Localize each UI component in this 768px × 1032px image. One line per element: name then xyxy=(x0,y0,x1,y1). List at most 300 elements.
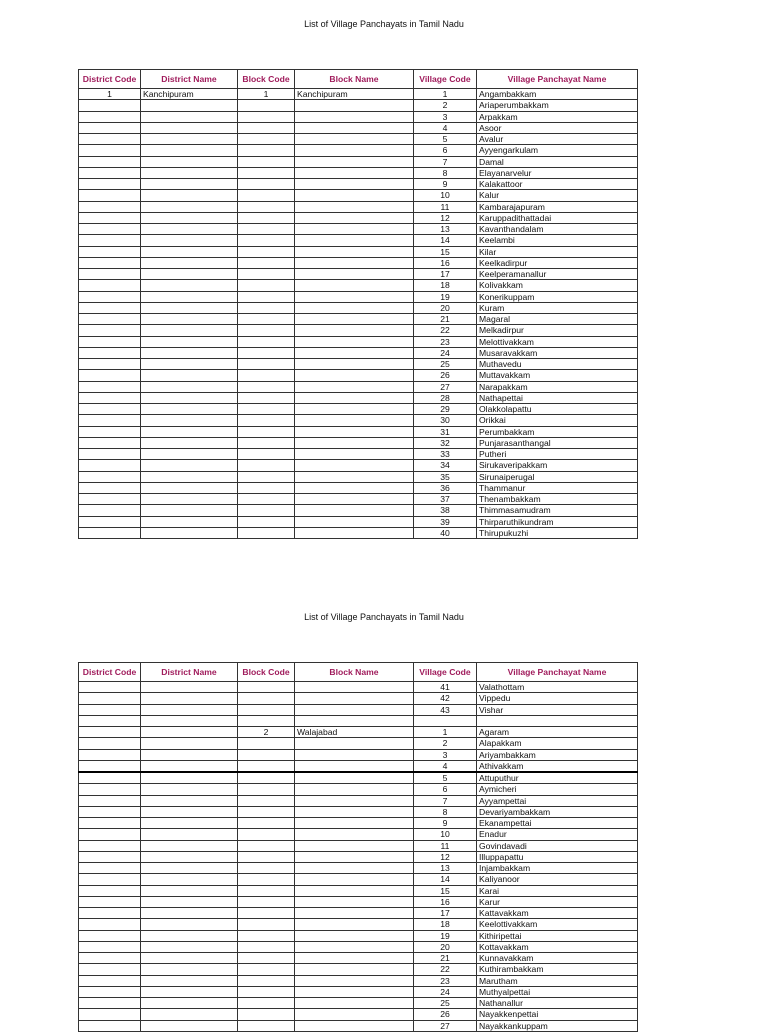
district-code-cell xyxy=(79,415,141,426)
block-name-cell xyxy=(295,235,414,246)
village-code-cell: 11 xyxy=(414,201,477,212)
village-code-cell: 7 xyxy=(414,156,477,167)
block-code-cell xyxy=(238,806,295,817)
village-code-cell: 6 xyxy=(414,784,477,795)
table-row xyxy=(79,527,638,538)
village-code-cell: 19 xyxy=(414,291,477,302)
block-code-cell xyxy=(238,190,295,201)
block-code-cell xyxy=(238,874,295,885)
village-code-cell: 12 xyxy=(414,212,477,223)
district-name-cell xyxy=(141,404,238,415)
block-code-cell xyxy=(238,167,295,178)
village-panchayat-name-cell: Perumbakkam xyxy=(477,426,638,437)
district-code-cell xyxy=(79,392,141,403)
district-code-cell xyxy=(79,682,141,693)
district-name-cell xyxy=(141,919,238,930)
village-panchayat-name-cell: Thirupukuzhi xyxy=(477,527,638,538)
village-code-cell: 23 xyxy=(414,336,477,347)
block-name-cell xyxy=(295,784,414,795)
block-name-cell xyxy=(295,370,414,381)
block-code-cell: 1 xyxy=(238,89,295,100)
block-code-cell xyxy=(238,336,295,347)
district-name-cell xyxy=(141,749,238,760)
table-row xyxy=(79,727,638,738)
district-name-cell xyxy=(141,682,238,693)
table-row xyxy=(79,749,638,760)
block-name-cell xyxy=(295,280,414,291)
village-code-cell: 27 xyxy=(414,381,477,392)
table-row xyxy=(79,471,638,482)
village-panchayat-name-cell: Keelkadirpur xyxy=(477,257,638,268)
block-name-cell xyxy=(295,111,414,122)
district-code-cell xyxy=(79,527,141,538)
village-panchayat-name-cell: Kalakattoor xyxy=(477,179,638,190)
table-row xyxy=(79,415,638,426)
district-code-cell xyxy=(79,998,141,1009)
village-panchayat-name-cell: Alapakkam xyxy=(477,738,638,749)
block-code-cell xyxy=(238,482,295,493)
block-name-cell xyxy=(295,930,414,941)
district-code-cell xyxy=(79,727,141,738)
village-code-cell: 11 xyxy=(414,840,477,851)
block-code-cell: 2 xyxy=(238,727,295,738)
village-panchayat-name-cell: Muthyalpettai xyxy=(477,986,638,997)
block-code-cell xyxy=(238,516,295,527)
block-code-cell xyxy=(238,818,295,829)
village-panchayat-name-cell: Valathottam xyxy=(477,682,638,693)
block-name-cell xyxy=(295,527,414,538)
block-name-cell xyxy=(295,314,414,325)
district-code-cell xyxy=(79,482,141,493)
table-row xyxy=(79,1020,638,1031)
village-code-cell: 41 xyxy=(414,682,477,693)
district-name-cell xyxy=(141,314,238,325)
district-name-cell xyxy=(141,325,238,336)
district-name-cell xyxy=(141,964,238,975)
district-code-cell xyxy=(79,291,141,302)
block-name-cell xyxy=(295,201,414,212)
block-name-cell xyxy=(295,896,414,907)
district-code-cell xyxy=(79,201,141,212)
village-panchayat-name-cell: Injambakkam xyxy=(477,863,638,874)
district-name-cell xyxy=(141,370,238,381)
block-name-cell xyxy=(295,224,414,235)
village-panchayat-name-cell: Melkadirpur xyxy=(477,325,638,336)
village-panchayat-name-cell: Agaram xyxy=(477,727,638,738)
block-name-cell xyxy=(295,760,414,772)
block-code-cell xyxy=(238,347,295,358)
district-name-cell xyxy=(141,246,238,257)
block-name-cell xyxy=(295,302,414,313)
district-name-cell xyxy=(141,156,238,167)
village-code-cell: 37 xyxy=(414,494,477,505)
village-panchayat-name-cell: Ekanampettai xyxy=(477,818,638,829)
block-name-cell xyxy=(295,494,414,505)
table-row xyxy=(79,190,638,201)
district-name-cell xyxy=(141,953,238,964)
district-code-cell xyxy=(79,885,141,896)
block-code-cell xyxy=(238,494,295,505)
block-code-header: Block Code xyxy=(238,663,295,682)
table-row xyxy=(79,516,638,527)
district-code-cell xyxy=(79,122,141,133)
block-code-cell xyxy=(238,314,295,325)
village-code-cell: 8 xyxy=(414,806,477,817)
block-name-cell xyxy=(295,975,414,986)
village-code-cell: 14 xyxy=(414,874,477,885)
district-name-cell xyxy=(141,874,238,885)
block-name-cell xyxy=(295,291,414,302)
district-name-cell xyxy=(141,908,238,919)
block-name-cell xyxy=(295,359,414,370)
district-name-cell xyxy=(141,896,238,907)
table-row xyxy=(79,851,638,862)
village-panchayat-name-cell: Keelambi xyxy=(477,235,638,246)
district-name-cell xyxy=(141,415,238,426)
district-name-cell xyxy=(141,381,238,392)
block-name-cell xyxy=(295,460,414,471)
village-panchayat-name-cell: Narapakkam xyxy=(477,381,638,392)
district-code-cell xyxy=(79,975,141,986)
table-row xyxy=(79,449,638,460)
table-row xyxy=(79,201,638,212)
village-code-cell: 27 xyxy=(414,1020,477,1031)
village-code-cell: 8 xyxy=(414,167,477,178)
district-name-cell xyxy=(141,727,238,738)
village-code-cell: 31 xyxy=(414,426,477,437)
village-panchayat-name-cell: Karuppadithattadai xyxy=(477,212,638,223)
block-name-cell xyxy=(295,482,414,493)
block-name-cell xyxy=(295,437,414,448)
village-panchayat-name-cell: Ariaperumbakkam xyxy=(477,100,638,111)
block-name-cell xyxy=(295,772,414,784)
table-row xyxy=(79,122,638,133)
district-code-cell xyxy=(79,818,141,829)
village-code-cell: 3 xyxy=(414,749,477,760)
block-name-cell xyxy=(295,874,414,885)
block-code-cell xyxy=(238,280,295,291)
block-code-cell xyxy=(238,964,295,975)
block-code-cell xyxy=(238,715,295,726)
district-name-cell xyxy=(141,167,238,178)
block-code-cell xyxy=(238,772,295,784)
district-code-cell xyxy=(79,179,141,190)
block-name-cell xyxy=(295,715,414,726)
block-name-cell xyxy=(295,863,414,874)
block-code-cell xyxy=(238,392,295,403)
table-row xyxy=(79,829,638,840)
district-code-cell xyxy=(79,738,141,749)
table-row xyxy=(79,964,638,975)
block-name-cell xyxy=(295,347,414,358)
block-name-cell xyxy=(295,840,414,851)
village-code-cell: 15 xyxy=(414,885,477,896)
block-code-cell xyxy=(238,291,295,302)
district-code-cell xyxy=(79,336,141,347)
table-row xyxy=(79,100,638,111)
district-code-cell xyxy=(79,280,141,291)
table-row xyxy=(79,381,638,392)
district-name-cell xyxy=(141,818,238,829)
district-name-cell xyxy=(141,302,238,313)
village-code-cell: 34 xyxy=(414,460,477,471)
table-row xyxy=(79,370,638,381)
block-name-cell xyxy=(295,851,414,862)
table-row xyxy=(79,772,638,784)
village-panchayat-name-cell: Keelottivakkam xyxy=(477,919,638,930)
district-name-cell xyxy=(141,998,238,1009)
table-row xyxy=(79,111,638,122)
header-row xyxy=(79,70,638,89)
block-code-cell xyxy=(238,212,295,223)
village-code-cell: 18 xyxy=(414,280,477,291)
village-panchayat-name-cell: Konerikuppam xyxy=(477,291,638,302)
table-row xyxy=(79,134,638,145)
table-row xyxy=(79,212,638,223)
block-code-cell xyxy=(238,381,295,392)
village-panchayat-name-cell: Olakkolapattu xyxy=(477,404,638,415)
village-panchayat-name-cell: Illuppapattu xyxy=(477,851,638,862)
table-row xyxy=(79,167,638,178)
block-code-cell xyxy=(238,851,295,862)
block-name-cell xyxy=(295,953,414,964)
block-name-cell xyxy=(295,122,414,133)
village-code-cell: 22 xyxy=(414,325,477,336)
district-name-cell xyxy=(141,449,238,460)
block-code-cell xyxy=(238,784,295,795)
village-panchayat-name-cell: Damal xyxy=(477,156,638,167)
block-code-cell xyxy=(238,953,295,964)
district-name-cell xyxy=(141,134,238,145)
village-panchayat-name-cell: Nayakkankuppam xyxy=(477,1020,638,1031)
district-code-cell xyxy=(79,772,141,784)
district-code-cell xyxy=(79,806,141,817)
village-panchayat-name-cell: Kunnavakkam xyxy=(477,953,638,964)
village-code-cell: 16 xyxy=(414,257,477,268)
page-title-2: List of Village Panchayats in Tamil Nadu xyxy=(304,612,464,622)
block-code-cell xyxy=(238,437,295,448)
table-row xyxy=(79,89,638,100)
block-name-cell xyxy=(295,986,414,997)
district-name-cell xyxy=(141,738,238,749)
district-code-cell xyxy=(79,919,141,930)
table-row xyxy=(79,235,638,246)
village-code-cell: 35 xyxy=(414,471,477,482)
block-name-cell xyxy=(295,392,414,403)
block-code-cell xyxy=(238,693,295,704)
table-row xyxy=(79,795,638,806)
district-code-cell xyxy=(79,863,141,874)
district-code-cell xyxy=(79,760,141,772)
village-panchayat-name-cell: Kalur xyxy=(477,190,638,201)
district-code-cell xyxy=(79,449,141,460)
table-row xyxy=(79,437,638,448)
village-code-cell: 36 xyxy=(414,482,477,493)
village-panchayat-name-cell: Kavanthandalam xyxy=(477,224,638,235)
district-code-cell xyxy=(79,100,141,111)
table-row xyxy=(79,840,638,851)
district-name-cell xyxy=(141,224,238,235)
district-code-cell xyxy=(79,1020,141,1031)
district-name-cell xyxy=(141,347,238,358)
district-code-cell xyxy=(79,896,141,907)
table-row xyxy=(79,482,638,493)
village-code-header: Village Code xyxy=(414,70,477,89)
block-name-cell xyxy=(295,471,414,482)
table-row xyxy=(79,336,638,347)
block-code-cell xyxy=(238,1009,295,1020)
district-name-cell xyxy=(141,840,238,851)
district-code-cell xyxy=(79,715,141,726)
village-code-cell: 17 xyxy=(414,269,477,280)
block-code-cell xyxy=(238,885,295,896)
table-row xyxy=(79,404,638,415)
village-code-cell xyxy=(414,715,477,726)
village-code-cell: 15 xyxy=(414,246,477,257)
district-code-cell xyxy=(79,460,141,471)
block-name-cell xyxy=(295,134,414,145)
village-code-cell: 18 xyxy=(414,919,477,930)
table-row xyxy=(79,325,638,336)
table-row xyxy=(79,784,638,795)
block-name-cell xyxy=(295,257,414,268)
table-row xyxy=(79,998,638,1009)
village-code-cell: 39 xyxy=(414,516,477,527)
village-code-cell: 23 xyxy=(414,975,477,986)
village-code-cell: 30 xyxy=(414,415,477,426)
village-code-cell: 2 xyxy=(414,738,477,749)
block-code-cell xyxy=(238,302,295,313)
district-name-cell xyxy=(141,359,238,370)
village-code-cell: 40 xyxy=(414,527,477,538)
district-name-cell xyxy=(141,280,238,291)
district-code-header: District Code xyxy=(79,663,141,682)
village-panchayat-name-cell: Asoor xyxy=(477,122,638,133)
block-code-cell xyxy=(238,156,295,167)
district-name-cell xyxy=(141,806,238,817)
village-panchayat-name-cell: Nathapettai xyxy=(477,392,638,403)
table-row xyxy=(79,505,638,516)
block-name-cell xyxy=(295,381,414,392)
village-code-cell: 9 xyxy=(414,179,477,190)
block-code-cell xyxy=(238,100,295,111)
district-name-cell xyxy=(141,212,238,223)
village-panchayat-name-cell: Enadur xyxy=(477,829,638,840)
table-row xyxy=(79,885,638,896)
district-name-cell xyxy=(141,111,238,122)
district-code-cell xyxy=(79,437,141,448)
district-name-cell xyxy=(141,505,238,516)
block-code-cell xyxy=(238,145,295,156)
village-panchayat-name-cell: Muthavedu xyxy=(477,359,638,370)
table-row xyxy=(79,896,638,907)
district-code-cell xyxy=(79,784,141,795)
village-code-cell: 29 xyxy=(414,404,477,415)
block-name-cell xyxy=(295,404,414,415)
village-panchayat-name-cell: Devariyambakkam xyxy=(477,806,638,817)
village-panchayat-name-cell: Karur xyxy=(477,896,638,907)
district-code-cell xyxy=(79,704,141,715)
district-name-cell xyxy=(141,269,238,280)
village-panchayat-name-cell: Kilar xyxy=(477,246,638,257)
block-code-cell xyxy=(238,908,295,919)
district-name-cell xyxy=(141,122,238,133)
table-row xyxy=(79,806,638,817)
block-name-cell xyxy=(295,167,414,178)
block-name-cell xyxy=(295,795,414,806)
district-code-cell xyxy=(79,224,141,235)
district-name-cell xyxy=(141,145,238,156)
block-name-cell xyxy=(295,693,414,704)
village-panchayat-name-cell: Musaravakkam xyxy=(477,347,638,358)
district-name-cell xyxy=(141,986,238,997)
block-code-cell xyxy=(238,359,295,370)
village-panchayat-name-cell: Sirunaiperugal xyxy=(477,471,638,482)
village-panchayat-name-cell: Kottavakkam xyxy=(477,941,638,952)
block-code-cell xyxy=(238,941,295,952)
village-panchayat-name-cell: Thammanur xyxy=(477,482,638,493)
table-row xyxy=(79,347,638,358)
block-code-cell xyxy=(238,426,295,437)
block-name-cell xyxy=(295,919,414,930)
village-panchayat-name-cell: Kaliyanoor xyxy=(477,874,638,885)
village-code-cell: 6 xyxy=(414,145,477,156)
district-code-cell xyxy=(79,426,141,437)
block-code-cell xyxy=(238,986,295,997)
village-panchayat-name-cell: Karai xyxy=(477,885,638,896)
block-name-cell xyxy=(295,908,414,919)
table-row xyxy=(79,314,638,325)
block-code-cell xyxy=(238,919,295,930)
village-code-cell: 43 xyxy=(414,704,477,715)
district-name-cell xyxy=(141,795,238,806)
district-name-header: District Name xyxy=(141,663,238,682)
block-name-cell xyxy=(295,806,414,817)
district-code-cell xyxy=(79,257,141,268)
village-panchayat-name-cell: Vishar xyxy=(477,704,638,715)
district-code-cell xyxy=(79,964,141,975)
village-panchayat-name-cell: Avalur xyxy=(477,134,638,145)
district-code-cell xyxy=(79,134,141,145)
block-name-cell xyxy=(295,156,414,167)
block-code-cell xyxy=(238,370,295,381)
district-code-cell xyxy=(79,908,141,919)
district-code-cell xyxy=(79,404,141,415)
district-code-cell xyxy=(79,471,141,482)
table-row xyxy=(79,863,638,874)
block-name-cell xyxy=(295,100,414,111)
district-name-cell xyxy=(141,336,238,347)
district-code-cell xyxy=(79,516,141,527)
village-code-cell: 24 xyxy=(414,347,477,358)
header-row xyxy=(79,663,638,682)
village-panchayat-name-cell: Keelperamanallur xyxy=(477,269,638,280)
block-name-cell xyxy=(295,516,414,527)
village-table-1 xyxy=(78,69,638,539)
block-name-header: Block Name xyxy=(295,663,414,682)
village-panchayat-name-cell: Athivakkam xyxy=(477,760,638,772)
district-name-cell xyxy=(141,760,238,772)
village-panchayat-name-cell: Ayyengarkulam xyxy=(477,145,638,156)
village-panchayat-name-cell: Ayyampettai xyxy=(477,795,638,806)
block-name-cell xyxy=(295,885,414,896)
district-code-cell xyxy=(79,381,141,392)
district-code-cell xyxy=(79,874,141,885)
block-code-cell xyxy=(238,863,295,874)
village-panchayat-name-cell: Nathanallur xyxy=(477,998,638,1009)
village-code-header: Village Code xyxy=(414,663,477,682)
district-code-cell xyxy=(79,167,141,178)
